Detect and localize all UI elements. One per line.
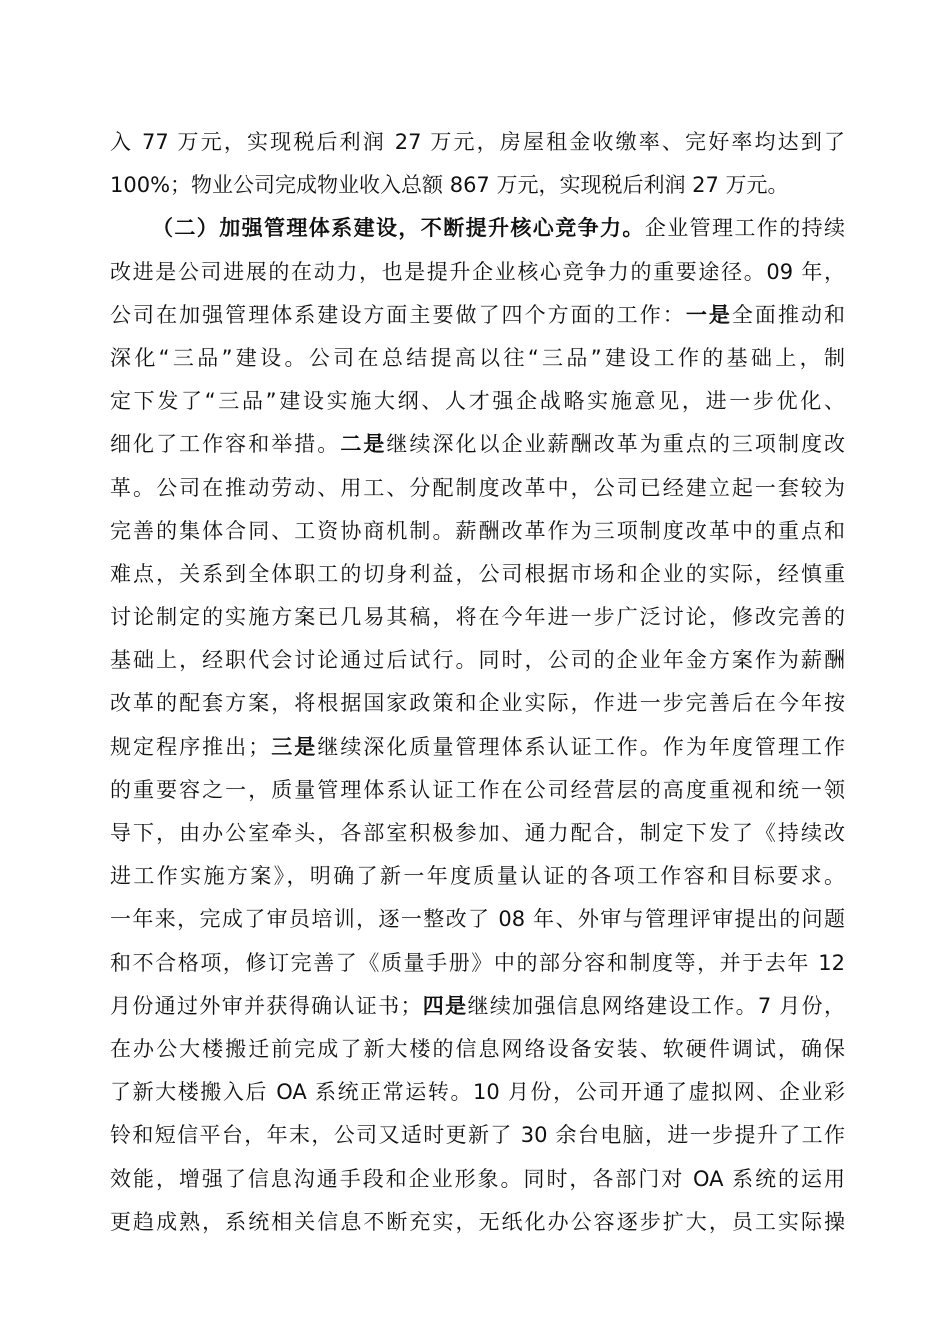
bold-text-run: 三是: [269, 734, 318, 759]
bold-text-run: 一是: [685, 302, 732, 327]
bold-text-run: 四是: [421, 993, 468, 1018]
text-run: 导下，由办公室牵头，各部室积极参加、通力配合，制定下发了《持续改: [110, 821, 845, 845]
text-line: [110, 380, 845, 423]
text-run: 改革的配套方案，将根据国家政策和企业实际，作进一步完善后在今年按: [110, 691, 845, 716]
text-run: 难点，关系到全体职工的切身利益，公司根据市场和企业的实际，经慎重: [110, 561, 845, 586]
text-line: [110, 1028, 845, 1071]
text-run: 规定程序推出；: [110, 734, 270, 759]
text-line: [110, 812, 845, 855]
text-line: [110, 985, 845, 1028]
text-run: 深化“三品”建设。公司在总结提高以往“三品”建设工作的基础上，制: [110, 345, 845, 370]
text-line: [110, 553, 845, 596]
text-run: 讨论制定的实施方案已几易其稿，将在今年进一步广泛讨论，修改完善的: [110, 605, 845, 630]
text-line: [110, 423, 845, 466]
text-line: [110, 769, 845, 812]
text-line: [110, 682, 845, 725]
text-line: [110, 1158, 845, 1201]
bold-text-run: 二是: [340, 432, 387, 457]
bold-text-run: （二）加强管理体系建设，不断提升核心竞争力。: [152, 216, 645, 241]
text-line: [110, 251, 845, 294]
text-run: 更趋成熟，系统相关信息不断充实，无纸化办公容逐步扩大，员工实际操: [110, 1209, 845, 1234]
text-run: 全面推动和: [731, 302, 846, 327]
text-run: 100%；物业公司完成物业收入总额 867 万元，实现税后利润 27 万元。: [110, 173, 789, 198]
text-run: 效能，增强了信息沟通手段和企业形象。同时，各部门对 OA 系统的运用: [110, 1166, 845, 1191]
text-line: [110, 1071, 845, 1114]
text-run: 铃和短信平台，年末，公司又适时更新了 30 余台电脑，进一步提升了工作: [110, 1123, 845, 1148]
text-line: [110, 467, 845, 510]
text-run: 和不合格项，修订完善了《质量手册》中的部分容和制度等，并于去年 12: [110, 950, 845, 975]
text-run: 细化了工作容和举措。: [110, 432, 341, 457]
text-run: 企业管理工作的持续: [644, 216, 846, 241]
text-run: 的重要容之一，质量管理体系认证工作在公司经营层的高度重视和统一领: [110, 777, 845, 802]
text-line: [110, 337, 845, 380]
text-run: 了新大楼搬入后 OA 系统正常运转。10 月份，公司开通了虚拟网、企业彩: [110, 1080, 845, 1105]
text-run: 在办公大楼搬迁前完成了新大楼的信息网络设备安装、软硬件调试，确保: [110, 1036, 845, 1061]
text-line: [110, 855, 845, 898]
text-line: [110, 942, 845, 985]
text-line: [110, 294, 845, 337]
text-run: 革。公司在推动劳动、用工、分配制度改革中，公司已经建立起一套较为: [110, 475, 845, 500]
text-line: [110, 164, 845, 207]
text-line: [110, 510, 845, 553]
text-run: 继续深化质量管理体系认证工作。作为年度管理工作: [317, 734, 846, 759]
text-line: [110, 639, 845, 682]
text-run: 公司在加强管理体系建设方面主要做了四个方面的工作：: [110, 302, 686, 327]
text-line: [110, 726, 845, 769]
text-run: 继续加强信息网络建设工作。7 月份，: [467, 993, 845, 1018]
text-run: 基础上，经职代会讨论通过后试行。同时，公司的企业年金方案作为薪酬: [110, 648, 845, 673]
text-line: [110, 1114, 845, 1157]
text-run: 完善的集体合同、工资协商机制。薪酬改革作为三项制度改革中的重点和: [110, 518, 845, 543]
text-line: [110, 898, 845, 941]
text-line: [110, 1201, 845, 1244]
text-run: 入 77 万元，实现税后利润 27 万元，房屋租金收缴率、完好率均达到了: [110, 130, 845, 154]
text-run: 继续深化以企业薪酬改革为重点的三项制度改: [386, 432, 846, 457]
text-line: [110, 121, 845, 164]
text-run: 一年来，完成了审员培训，逐一整改了 08 年、外审与管理评审提出的问题: [110, 907, 845, 932]
text-run: 月份通过外审并获得确认证书；: [110, 993, 422, 1018]
body-text: [110, 121, 845, 1244]
text-line: [110, 207, 845, 250]
text-run: 定下发了“三品”建设实施大纲、人才强企战略实施意见，进一步优化、: [110, 389, 845, 414]
text-line: [110, 596, 845, 639]
text-run: 进工作实施方案》，明确了新一年度质量认证的各项工作容和目标要求。: [110, 864, 845, 889]
text-run: 改进是公司进展的在动力，也是提升企业核心竞争力的重要途径。09 年，: [110, 259, 845, 284]
